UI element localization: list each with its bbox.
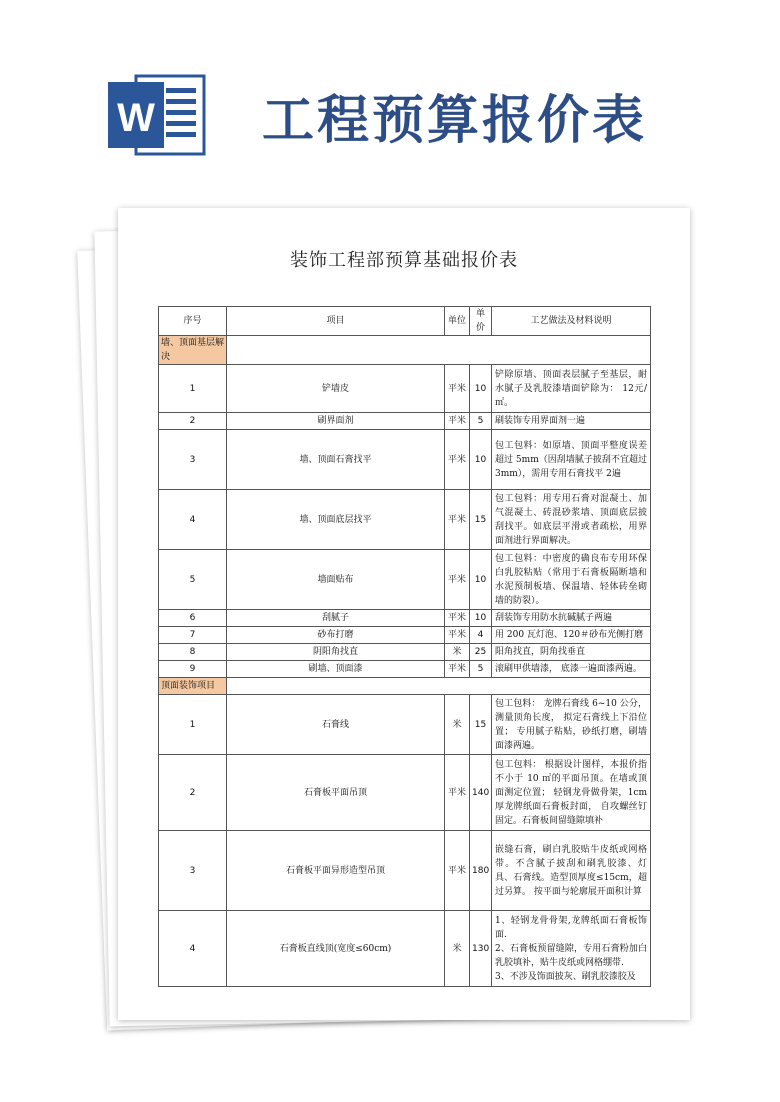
cell-description: 1、轻钢龙骨骨架,龙牌纸面石膏板饰面. 2、石膏板预留缝隙，专用石膏粉加白乳胶填补，贴牛皮纸或网格绷带. 3、不涉及饰面披灰、刷乳胶漆胶及 <box>492 911 651 987</box>
table-row <box>159 831 651 911</box>
cell-unit: 米 <box>445 695 470 755</box>
section-row <box>159 336 651 365</box>
cell-no: 2 <box>159 413 227 430</box>
table-row <box>159 661 651 678</box>
cell-no: 4 <box>159 490 227 550</box>
cell-price: 5 <box>470 661 492 678</box>
cell-no: 5 <box>159 550 227 610</box>
cell-unit: 平米 <box>445 610 470 627</box>
cell-no: 3 <box>159 430 227 490</box>
cell-unit: 平米 <box>445 661 470 678</box>
section-label: 墙、顶面基层解决 <box>159 336 227 365</box>
document-page <box>118 208 690 1020</box>
cell-price: 180 <box>470 831 492 911</box>
table-row <box>159 413 651 430</box>
table-row <box>159 627 651 644</box>
cell-description: 铲除原墙、顶面表层腻子至基层，耐水腻子及乳胶漆墙面铲除为： 12元/㎡。 <box>492 365 651 413</box>
cell-unit: 平米 <box>445 365 470 413</box>
cell-unit: 米 <box>445 911 470 987</box>
cell-description: 用 200 瓦灯泡、120＃砂布光侧打磨 <box>492 627 651 644</box>
cell-item: 砂布打磨 <box>227 627 445 644</box>
section-label: 顶面装饰项目 <box>159 678 227 695</box>
header-description: 工艺做法及材料说明 <box>492 307 651 336</box>
cell-description: 包工包料： 根据设计图样，本报价指不小于 10 ㎡的平面吊顶。在墙或顶面测定位置； 轻钢龙骨做骨架，1cm 厚龙牌纸面石膏板封面， 自攻螺丝钉固定。石膏板间留缝隙填补 <box>492 755 651 831</box>
cell-price: 140 <box>470 755 492 831</box>
table-row <box>159 644 651 661</box>
cell-price: 10 <box>470 430 492 490</box>
cell-no: 2 <box>159 755 227 831</box>
cell-item: 石膏线 <box>227 695 445 755</box>
cell-price: 10 <box>470 550 492 610</box>
table-row <box>159 490 651 550</box>
cell-price: 25 <box>470 644 492 661</box>
table-row <box>159 430 651 490</box>
cell-price: 5 <box>470 413 492 430</box>
cell-description: 刮装饰专用防水抗碱腻子两遍 <box>492 610 651 627</box>
cell-item: 墙、顶面底层找平 <box>227 490 445 550</box>
cell-item: 刷界面剂 <box>227 413 445 430</box>
cell-description: 滚刷甲供墙漆， 底漆一遍面漆两遍。 <box>492 661 651 678</box>
table-row <box>159 610 651 627</box>
cell-no: 4 <box>159 911 227 987</box>
cell-no: 6 <box>159 610 227 627</box>
cell-description: 嵌缝石膏，刷白乳胶贴牛皮纸或网格带。不含腻子披刮和刷乳胶漆、灯具、石膏线。造型顶厚度≤15cm，超过另算。 按平面与轮廓展开面积计算 <box>492 831 651 911</box>
word-document-icon <box>108 72 208 158</box>
table-row <box>159 755 651 831</box>
table-header-row <box>159 307 651 336</box>
header-no: 序号 <box>159 307 227 336</box>
cell-price: 15 <box>470 695 492 755</box>
cell-no: 7 <box>159 627 227 644</box>
cell-unit: 平米 <box>445 550 470 610</box>
cell-item: 石膏板平面异形造型吊顶 <box>227 831 445 911</box>
cell-unit: 平米 <box>445 831 470 911</box>
cell-no: 9 <box>159 661 227 678</box>
cell-unit: 平米 <box>445 490 470 550</box>
cell-description: 包工包料：如原墙、顶面平整度误差超过 5mm（因刮墙腻子披刮不宜超过 3mm），需用专用石膏找平 2遍 <box>492 430 651 490</box>
cell-price: 130 <box>470 911 492 987</box>
cell-item: 墙面贴布 <box>227 550 445 610</box>
cell-description: 包工包料：中密度的确良布专用环保白乳胶粘贴（常用于石膏板隔断墙和水泥预制板墙、保温墙、轻体砖垒砌墙的防裂）。 <box>492 550 651 610</box>
table-row <box>159 911 651 987</box>
header-unit: 单位 <box>445 307 470 336</box>
cell-unit: 米 <box>445 644 470 661</box>
cell-description: 包工包料：用专用石膏对混凝土、加气混凝土、砖混砂浆墙、顶面底层披刮找平。如底层平滑或者疏松，用界面剂进行界面解决。 <box>492 490 651 550</box>
cell-description: 包工包料： 龙牌石膏线 6~10 公分，测量顶角长度， 拟定石膏线上下沿位置； 专用腻子粘贴，砂纸打磨，刷墙面漆两遍。 <box>492 695 651 755</box>
table-row <box>159 365 651 413</box>
cell-description: 刷装饰专用界面剂一遍 <box>492 413 651 430</box>
cell-unit: 平米 <box>445 755 470 831</box>
banner-title: 工程预算报价表 <box>262 91 648 151</box>
document-title: 装饰工程部预算基础报价表 <box>290 250 518 271</box>
logo-letter: W <box>117 96 155 140</box>
cell-item: 铲墙皮 <box>227 365 445 413</box>
cell-item: 石膏板平面吊顶 <box>227 755 445 831</box>
cell-price: 10 <box>470 610 492 627</box>
cell-item: 墙、顶面石膏找平 <box>227 430 445 490</box>
section-row <box>159 678 651 695</box>
cell-item: 刮腻子 <box>227 610 445 627</box>
cell-price: 10 <box>470 365 492 413</box>
cell-item: 刷墙、顶面漆 <box>227 661 445 678</box>
cell-no: 3 <box>159 831 227 911</box>
cell-no: 1 <box>159 695 227 755</box>
cell-item: 石膏板直线顶(宽度≤60cm) <box>227 911 445 987</box>
cell-price: 15 <box>470 490 492 550</box>
cell-item: 阴阳角找直 <box>227 644 445 661</box>
cell-no: 8 <box>159 644 227 661</box>
cell-unit: 平米 <box>445 413 470 430</box>
cell-description: 阳角找直，阴角找垂直 <box>492 644 651 661</box>
cell-unit: 平米 <box>445 627 470 644</box>
table-row <box>159 550 651 610</box>
header-price: 单价 <box>470 307 492 336</box>
cell-no: 1 <box>159 365 227 413</box>
cell-price: 4 <box>470 627 492 644</box>
header-item: 项目 <box>227 307 445 336</box>
pricing-table <box>158 306 651 987</box>
cell-unit: 平米 <box>445 430 470 490</box>
table-row <box>159 695 651 755</box>
